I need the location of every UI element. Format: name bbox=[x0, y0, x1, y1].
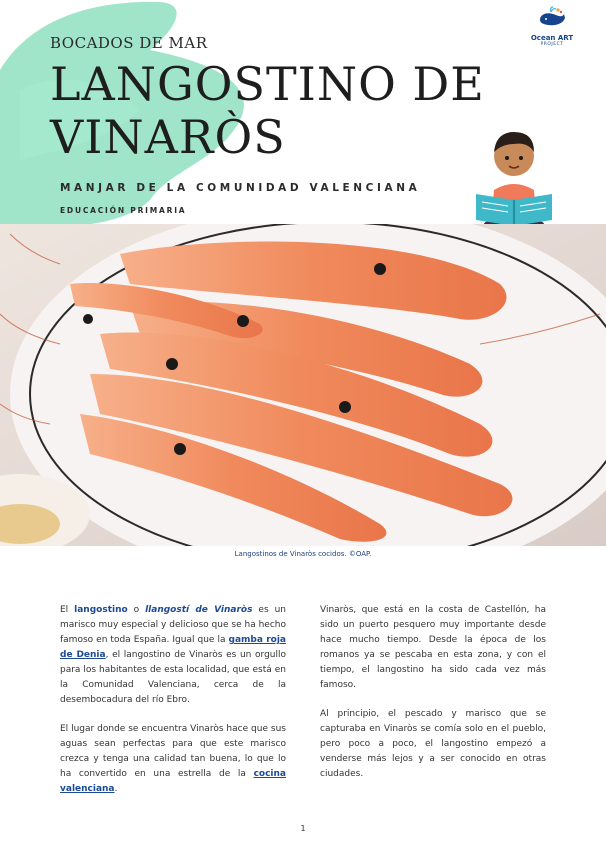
link-gamba-roja[interactable]: gamba roja de Denia bbox=[60, 635, 286, 660]
keyword-langostino: langostino bbox=[74, 605, 128, 615]
education-level: EDUCACIÓN PRIMARIA bbox=[60, 206, 187, 215]
paragraph-1 bbox=[60, 603, 286, 708]
paragraph-4: Al principio, el pescado y marisco que se capturaba en Vinaròs se comía solo en el pueblo, pero poco a poco, el langostino empezó a venderse más lejos y a ser conocido en otras ciudades. bbox=[320, 709, 546, 779]
keyword-llangosti: llangostí de Vinaròs bbox=[145, 605, 253, 615]
text-span: El lugar donde se encuentra Vinaròs hace que sus aguas sean perfectas para que este marisco crezca y tenga una calidad tan buena, lo que lo ha convertido en una estrella de la bbox=[60, 724, 286, 779]
text-span: o bbox=[127, 605, 146, 615]
page-number: 1 bbox=[300, 824, 306, 833]
text-span: es un marisco muy especial y delicioso que se ha hecho famoso en toda España. Igual que la bbox=[60, 605, 287, 645]
ocean-art-logo bbox=[520, 6, 584, 47]
langostinos-photo bbox=[0, 224, 606, 546]
photo-caption: Langostinos de Vinaròs cocidos. ©OAP. bbox=[234, 550, 372, 558]
text-column-right bbox=[320, 603, 546, 796]
paragraph-3: Vinaròs, que está en la costa de Castellón, ha sido un puerto pesquero muy importante desde hace mucho tiempo. Desde la época de los romanos ya se pescaba en esta zona, y con el tiempo, el langostino ha sido cada vez más famoso. bbox=[320, 605, 546, 690]
reading-child-illustration bbox=[468, 120, 560, 232]
logo-sub: PROJECT bbox=[540, 42, 564, 47]
page-title bbox=[50, 58, 485, 164]
text-span: . bbox=[114, 784, 118, 794]
text-span: El bbox=[60, 605, 75, 615]
paragraph-2 bbox=[60, 722, 286, 797]
page-subtitle: MANJAR DE LA COMUNIDAD VALENCIANA bbox=[60, 182, 421, 194]
whale-icon bbox=[537, 6, 567, 30]
title-line-2: VINARÒS bbox=[50, 110, 286, 164]
link-cocina-valenciana[interactable]: cocina valenciana bbox=[60, 769, 286, 794]
text-span: , el langostino de Vinaròs es un orgullo para los habitantes de esta localidad, que está en la Comunidad Valenciana, cerca de la desembocadura del río Ebro. bbox=[60, 650, 286, 705]
text-column-left bbox=[60, 603, 286, 811]
series-label: BOCADOS DE MAR bbox=[50, 34, 208, 52]
logo-name: Ocean ART bbox=[530, 34, 574, 42]
title-line-1: LANGOSTINO DE bbox=[50, 57, 485, 111]
